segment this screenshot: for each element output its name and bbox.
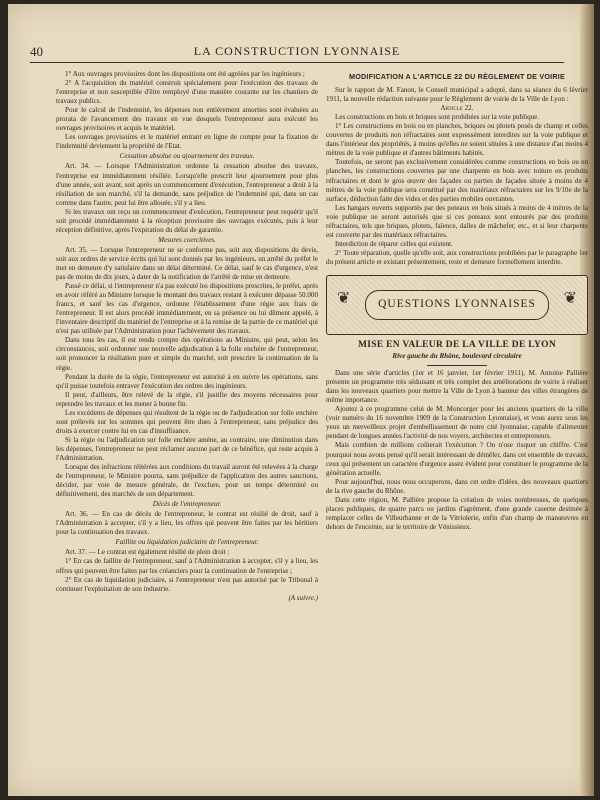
paragraph: Pour aujourd'hui, nous nous occuperons, dans cet ordre d'idées, des nouveaux quartiers de la rive gauche du Rhône. — [326, 477, 588, 495]
paragraph: Toutefois, ne seront pas exclusivement considérées comme constructions en bois ou en planches, les constructions couvertes par une charpente en bois avec toiture en produits réfractaires et dont le gros œuvre des façades ou parties de façades située à moins de 4 mètres de la voie publique sera constitué par des matériaux réfractaires sur les 9/10e de la surface, déduction faite des vides et des parties mobiles ouvrantes. — [326, 158, 588, 203]
paragraph: Dans tous les cas, il est rendu compte des opérations au Ministre, qui peut, selon les circonstances, soit ordonner une nouvelle adjudication à la folle enchère de l'entrepreneur, soit prononcer la résiliation pure et simple du marché, soit prescrire la continuation de la régie. — [56, 336, 318, 372]
paragraph: Mais combien de millions coûterait l'exécution ? On n'ose risquer un chiffre. C'est pourquoi nous avons pensé qu'il serait intéressant de démêler, dans cet ensemble de travaux, ceux qui présentent un caractère d'urgence assez évident pour constituer le programme de la génération actuelle. — [326, 441, 588, 477]
paragraph: Art. 37. — Le contrat est également résilié de plein droit : — [65, 548, 230, 557]
paragraph: 1° Aux ouvrages provisoires dont les dispositions ont été agréées par les ingénieurs ; — [65, 70, 305, 78]
ornament-left-icon: ❦ — [337, 289, 351, 307]
paragraph: Dans cette région, M. Pallière propose la création de voies nombreuses, de quelques places publiques, de quatre parcs ou jardins d'agrément, d'une grande caserne destinée à remplacer celles de Villeurbanne et de la Vitriolerie, enfin d'un champ de manœuvres en dehors de l'enceinte, sur le territoire de Vénissieux. — [326, 495, 588, 531]
paragraph: Si les travaux ont reçu un commencement d'exécution, l'entrepreneur peut requérir qu'il soit procédé immédiatement à la réception provisoire des ouvrages exécutés, puis à leur réception définitive, après l'expiration du délai de garantie. — [56, 207, 318, 234]
ornament-right-icon: ❦ — [563, 289, 577, 307]
page-header — [30, 44, 564, 63]
paragraph: 2° A l'acquisition du matériel construit spécialement pour l'exécution des travaux de l'entreprise et non susceptible d'être remployé d'une manière courante sur les chantiers de travaux publics. — [56, 79, 318, 106]
paragraph: Les ouvrages provisoires et le matériel entrant en ligne de compte pour la fixation de l'indemnité deviennent la propriété de l'Etat. — [56, 133, 318, 151]
paragraph: Art. 35. — Lorsque l'entrepreneur ne se conforme pas, soit aux dispositions du devis, soit aux ordres de service écrits qui lui sont donnés par les ingénieurs, un arrêté du préfet le met en demeure d'y satisfaire dans un délai déterminé. Ce délai, sauf le cas d'urgence, n'est pas de moins de dix jours, à dater de la notification de l'arrêté de mise en demeure. — [56, 245, 318, 282]
paragraph: Pour le calcul de l'indemnité, les dépenses non entièrement amorties sont évaluées au prorata de l'avancement des travaux en vue desquels l'entrepreneur aura exécuté les ouvrages provisoires et acquis le matériel. — [56, 106, 318, 133]
paragraph: Art. 36. — En cas de décès de l'entrepreneur, le contrat est résilié de droit, sauf à l'Administration à accepter, s'il y a lieu, les offres qui peuvent être faites par les héritiers pour la continuation des travaux. — [56, 510, 318, 537]
section-heading: Cessation absolue ou ajournement des travaux. — [119, 152, 255, 161]
page-number: 40 — [30, 44, 43, 59]
newspaper-page — [8, 4, 594, 796]
journal-title: LA CONSTRUCTION LYONNAISE — [193, 44, 401, 58]
questions-lyonnaises-banner — [326, 275, 588, 335]
article-paragraphs — [326, 113, 588, 267]
paragraph: Si la régie ou l'adjudication sur folle enchère amène, au contraire, une diminution dans les dépenses, l'entrepreneur ne peut réclamer aucune part de ce bénéfice, qui reste acquis à l'Administration. — [56, 435, 318, 462]
right-column — [326, 70, 588, 532]
section-heading: Mesures coercitives. — [158, 235, 216, 244]
paragraph: Pendant la durée de la régie, l'entrepreneur est autorisé à en suivre les opérations, sans qu'il puisse toutefois entraver l'exécution des ordres des ingénieurs. — [56, 372, 318, 390]
divider — [427, 365, 487, 366]
paragraph: Art. 34. — Lorsque l'Administration ordonne la cessation absolue des travaux, l'entreprise est immédiatement résiliée. Lorsqu'elle prescrit leur ajournement pour plus d'une année, soit avant, soit après un commencement d'exécution, l'entrepreneur a droit à la résiliation de son marché, s'il la demande, sans préjudice de l'indemnité qui, dans un cas comme dans l'autre, peut lui être allouée, s'il y a lieu. — [56, 162, 318, 207]
paragraph: 1° En cas de faillite de l'entrepreneur, sauf à l'Administration à accepter, s'il y a lieu, les offres qui peuvent être faites par les créanciers pour la continuation de l'entreprise ; — [56, 557, 318, 575]
paragraph: Ajoutez à ce programme celui de M. Moncorger pour les anciens quartiers de la ville (voir numéro du 16 novembre 1909 de la Construction Lyonnaise), et vous aurez sous les yeux un merveilleux projet d'embellissement de notre cité lyonnaise, capable d'alimenter pendant de longues années l'activité de nos voyers, architectes et entrepreneurs. — [326, 405, 588, 441]
paragraph: 1° Les constructions en bois ou en planches, briques ou plotets posés de champ et celles couvertes de produits non réfractaires sont expressément interdites sur la voie publique et dans l'intérieur des propriétés, à moins qu'elles ne soient situées à une distance d'au moins 4 mètres de la voie publique et d'autres bâtiments habités. — [326, 122, 588, 158]
banner-label: QUESTIONS LYONNAISES — [365, 290, 549, 320]
section-heading: Faillite ou liquidation judiciaire de l'entrepreneur. — [115, 538, 259, 547]
section-title: MODIFICATION A L'ARTICLE 22 DU RÈGLEMENT DE VOIRIE — [349, 72, 565, 81]
paragraph: Interdiction de réparer celles qui existent. — [335, 239, 453, 248]
article-heading: Article 22. — [440, 104, 474, 113]
paragraph: Les constructions en bois et briques sont prohibées sur la voie publique. — [335, 113, 540, 122]
article-body — [326, 369, 588, 532]
paragraph: (A suivre.) — [288, 593, 318, 602]
section-heading: Décès de l'entrepreneur. — [152, 500, 222, 509]
paragraph: Dans une série d'articles (1er et 16 janvier, 1er février 1911), M. Antoine Pallière présente un programme très séduisant et très complet des améliorations de voirie à réaliser dans les nouveaux quartiers pour mettre la Ville de Lyon à hauteur des villes étrangères de même importance. — [326, 369, 588, 405]
paragraph: Lorsque des infractions réitérées aux conditions du travail auront été relevées à la charge de l'entrepreneur, le Ministre pourra, sans préjudice de l'application des autres sanctions, décider, par voie de mesure générale, de l'exclure, pour un temps déterminé ou définitivement, des marchés de son département. — [56, 463, 318, 499]
article-subtitle: Rive gauche du Rhône, boulevard circulaire — [392, 352, 522, 361]
intro-paragraph: Sur le rapport de M. Fanon, le Conseil municipal a adopté, dans sa séance du 6 février 1911, la nouvelle rédaction suivante pour le Règlement de voirie de la Ville de Lyon : — [326, 86, 588, 104]
paragraph: Les excédents de dépenses qui résultent de la régie ou de l'adjudication sur folle enchère sont prélevés sur les sommes qui peuvent être dues à l'entrepreneur, sans préjudice des droits à exercer contre lui en cas d'insuffisance. — [56, 408, 318, 435]
paragraph: 2° Toute réparation, quelle qu'elle soit, aux constructions prohibées par le paragraphe 1er du présent article et existant présentement, reste et demeure formellement interdite. — [326, 248, 588, 266]
paragraph: Il peut, d'ailleurs, être relevé de la régie, s'il justifie des moyens nécessaires pour reprendre les travaux et les mener à bonne fin. — [56, 390, 318, 408]
paragraph: Passé ce délai, si l'entrepreneur n'a pas exécuté les dispositions prescrites, le préfet, après en avoir référé au Ministre lorsque le montant des travaux restant à exécuter dépasse 50.000 francs, et sauf les cas d'urgence, ordonne l'établissement d'une régie aux frais de l'entrepreneur. Il est alors procédé immédiatement, en sa présence ou lui dûment appelé, à l'inventaire descriptif du matériel de l'entreprise et à la remise de la partie de ce matériel qui n'est pas utilisée par l'Administration pour l'achèvement des travaux. — [56, 282, 318, 336]
paragraph: 2° En cas de liquidation judiciaire, si l'entrepreneur n'est pas autorisé par le Tribunal à continuer l'exploitation de son industrie. — [56, 575, 318, 593]
paragraph: Les hangars ouverts supportés par des poteaux en bois situés à moins de 4 mètres de la voie publique ne seront autorisés que si ces poteaux sont entourés par des produits réfractaires, tels que briques, plotets, faïence, dalles de mâchefer, etc., et si leur charpente est couverte par des matériaux réfractaires. — [326, 203, 588, 239]
article-title: MISE EN VALEUR DE LA VILLE DE LYON — [357, 339, 557, 350]
left-column — [56, 70, 318, 603]
